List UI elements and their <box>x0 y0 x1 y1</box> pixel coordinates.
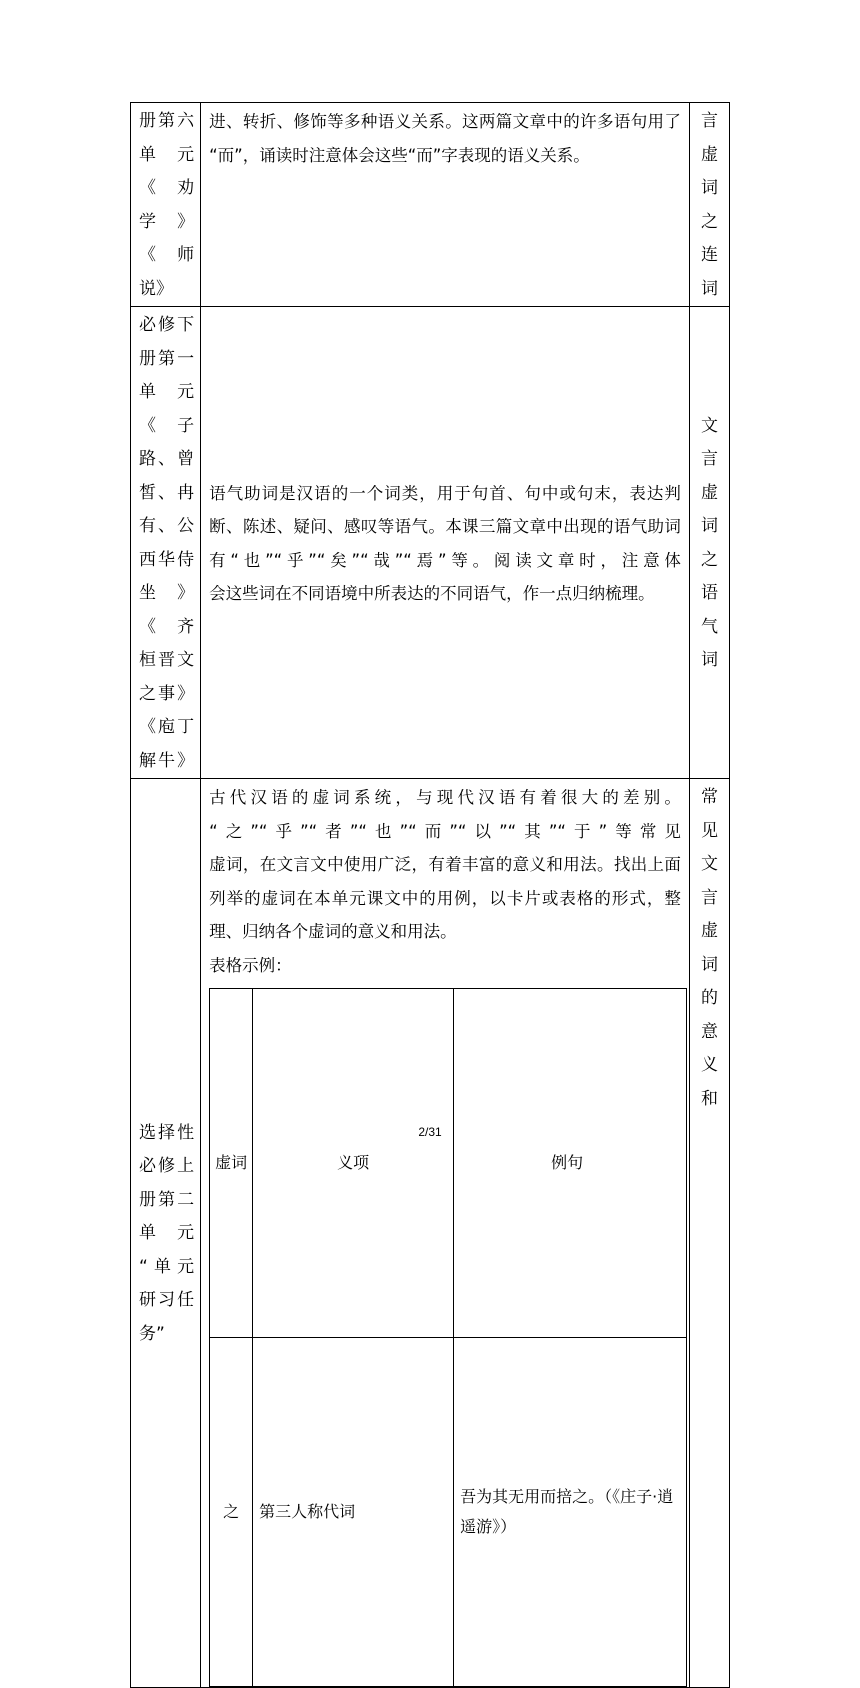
topic-cell <box>689 779 729 1688</box>
source-text: 必修下 册第一 单 元 《 子 路、曾 皙、冉 有、公 西华侍 坐》《齐 桓晋文 之事》 《庖丁 解牛》 <box>139 315 195 771</box>
cell-function-word: 之 <box>210 1338 253 1687</box>
header-function-word: 虚词 <box>210 989 253 1338</box>
description-cell <box>201 103 690 307</box>
cell-example: 吾为其无用而掊之。（《庄子·逍遥游》） <box>454 1338 687 1687</box>
topic-cell <box>689 103 729 307</box>
description-cell <box>201 307 690 779</box>
topic-text: 言 虚 词 之 连 词 <box>700 111 718 299</box>
example-table-row <box>210 1338 687 1687</box>
topic-cell <box>689 307 729 779</box>
table-row <box>131 307 730 779</box>
source-cell <box>131 779 201 1688</box>
description-text: 进、转折、修饰等多种语义关系。这两篇文章中的许多语句用了 “而”，诵读时注意体会这些“而”字表现的语义关系。 <box>209 112 681 165</box>
topic-text: 文 言 虚 词 之 语 气 词 <box>700 415 718 670</box>
header-example: 例句 <box>454 989 687 1338</box>
description-text: 语气助词是汉语的一个词类，用于句首、句中或句末，表达判 断、陈述、疑问、感叹等语气。本课三篇文章中出现的语气助词 有“也”“乎”“矣”“哉”“焉”等。阅读文章时，注意体 会这些词在不同语境中所表达的不同语气，作一点归纳梳理。 <box>209 483 681 603</box>
cell-meaning: 第三人称代词 <box>253 1338 454 1687</box>
description-cell <box>201 779 690 1688</box>
example-label: 表格示例： <box>209 955 292 975</box>
topic-text: 常 见 文 言 虚 词 的 意 义 和 <box>700 787 718 1109</box>
source-text: 选择性 必修上 册第二 单 元 “单元 研习任 务” <box>139 1122 195 1344</box>
table-row <box>131 779 730 1688</box>
header-meaning: 义项 <box>253 989 454 1338</box>
description-text: 古代汉语的虚词系统，与现代汉语有着很大的差别。 “之”“乎”“者”“也”“而”“以”“其”“于”等常见 虚词，在文言文中使用广泛，有着丰富的意义和用法。找出上面 列举的虚词在本单元课文中的用例，以卡片或表格的形式，整 理、归纳各个虚词的意义和用法。 表格示例： 虚词 义项 例句 之 第三人称代词 吾为其无用而掊之。（《庄子·逍遥游》） <box>201 779 689 1687</box>
example-table-header <box>210 989 687 1338</box>
curriculum-table <box>130 102 730 1688</box>
page-number: 2/31 <box>418 1125 442 1139</box>
source-cell <box>131 307 201 779</box>
source-text: 册第六 单 元 《 劝 学》《师 说》 <box>139 111 195 299</box>
table-row <box>131 103 730 307</box>
example-table <box>209 988 687 1687</box>
source-cell <box>131 103 201 307</box>
